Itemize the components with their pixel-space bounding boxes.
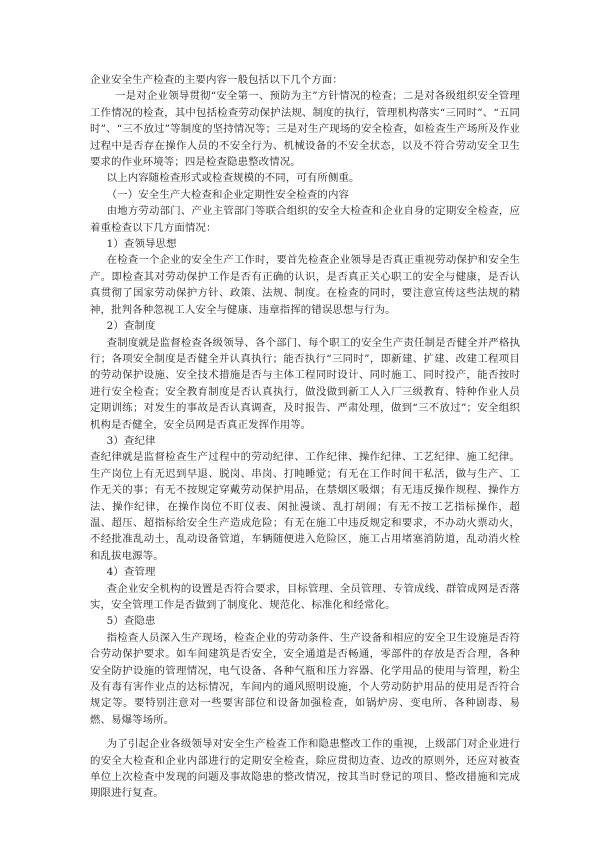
summary-paragraph: 以上内容随检查形式或检查规模的不同，可有所侧重。 — [106, 172, 360, 185]
item-4-body: 查企业安全机构的设置是否符合要求，目标管理、全员管理、专管成线、群管成网是否落实，安全管理工作是否做到了制度化、规范化、标准化和经常化。 — [90, 582, 520, 611]
item-1-body: 在检查一个企业的安全生产工作时，要首先检查企业领导是否真正重视劳动保护和安全生产。即检查其对劳动保护工作是否有正确的认识，是否真正关心职工的安全与健康，是否认真贯彻了国家劳动保护方针、政策、法规、制度。在检查的同时，要注意宣传这些法规的精神，批判各种忽视工人安全与健康、违章指挥的错误思想与行为。 — [90, 254, 520, 316]
intro-line: 企业安全生产检查的主要内容一般包括以下几个方面： — [90, 74, 343, 86]
item-5-heading: 5）查隐患 — [106, 615, 156, 628]
document-page — [90, 72, 520, 802]
section-1-intro: 由地方劳动部门、产业主管部门等联合组织的安全大检查和企业自身的定期安全检查，应着重检查以下几方面情况： — [90, 205, 520, 234]
item-2-body: 查制度就是监督检查各级领导、各个部门、每个职工的安全生产责任制是否健全并严格执行；各项安全制度是否健全并认真执行；能否执行“三同时”，即新建、扩建、改建工程项目的劳动保护设施、安全技术措施是否与主体工程同时设计、同时施工、同时投产，能否按时进行安全检查；安全教育制度是否认真执行，做没做到新工人入厂三级教育、特种作业人员定期训练；对发生的事故是否认真调查，及时报告、严肃处理，做到“三不放过”；安全组织机构是否健全，安全员网是否真正发挥作用等。 — [90, 336, 520, 431]
overview-paragraph: 一是对企业领导贯彻“安全第一、预防为主”方针情况的检查；二是对各级组织安全管理工作情况的检查，其中包括检查劳动保护法规、制度的执行，管理机构落实“三同时”、“五同时”、“三不放过”等制度的坚持情况等；三是对生产现场的安全检查，如检查生产场所及作业过程中是否存在操作人员的不安全行为、机械设备的不安全状态，以及不符合劳动安全卫生要求的作业环境等；四是检查隐患整改情况。 — [90, 90, 520, 169]
item-3-body: 查纪律就是监督检查生产过程中的劳动纪律、工作纪律、操作纪律、工艺纪律、施工纪律。生产岗位上有无迟到早退、脱岗、串岗、打盹睡觉；有无在工作时间干私活，做与生产、工作无关的事；有无不按规定穿戴劳动保护用品，在禁烟区吸烟；有无违反操作规程、操作方法、操作纪律，在操作岗位不盯仪表、闲扯漫谈、乱打胡闹；有无不按工艺指标操作，超温、超压、超指标给安全生产造成危险；有无在施工中违反规定和要求，不办动火票动火，不经批准乱动土，乱动设备管道，车辆随便进入危险区，施工占用堵塞消防道，乱动消火栓和乱拔电源等。 — [90, 451, 520, 562]
section-1-title: （一）安全生产大检查和企业定期性安全检查的内容 — [106, 188, 350, 201]
item-5-body: 指检查人员深入生产现场，检查企业的劳动条件、生产设备和相应的安全卫生设施是否符合劳动保护要求。如车间建筑是否安全，安全通道是否畅通，零部件的存放是否合理，各种安全防护设施的管理情况，电气设备、各种气瓶和压力容器、化学用品的使用与管理，粉尘及有毒有害作业点的达标情况，车间内的通风照明设施，个人劳动防护用品的使用是否符合规定等。要特别注意对一些要害部位和设备加强检查，如锅炉房、变电所、各种剧毒、易燃、易爆等场所。 — [90, 631, 520, 726]
closing-paragraph: 为了引起企业各级领导对安全生产检查工作和隐患整改工作的重视，上级部门对企业进行的安全大检查和企业内部进行的定期安全检查，除应贯彻边查、边改的原则外，还应对被查单位上次检查中发现的问题及事故隐患的整改情况，按其当时登记的项目、整改措施和完成期限进行复查。 — [90, 738, 520, 800]
item-1-heading: 1）查领导思想 — [106, 238, 177, 251]
item-4-heading: 4）查管理 — [106, 566, 156, 579]
item-3-heading: 3）查纪律 — [106, 434, 156, 447]
item-2-heading: 2）查制度 — [106, 320, 156, 333]
